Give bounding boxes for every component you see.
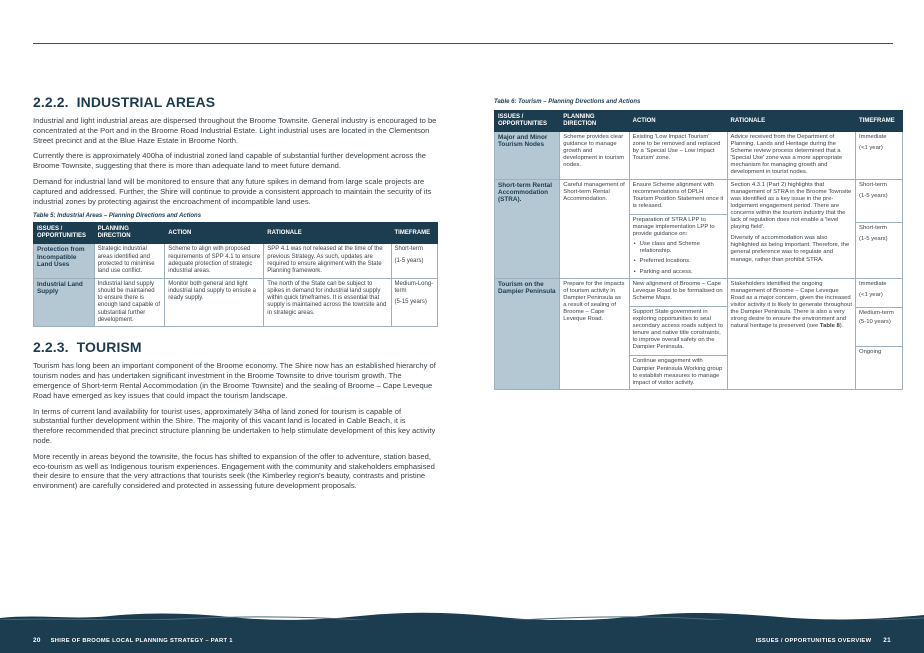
- timeframe-cell: Immediate (<1 year) Medium-term (5-10 years) Ongoing: [856, 278, 903, 389]
- table-header-row: [495, 111, 903, 132]
- list-item: • Preferred locations.: [633, 258, 724, 265]
- left-page: [33, 94, 438, 491]
- column-header: ACTION: [629, 111, 727, 132]
- table-row: [495, 132, 903, 180]
- action-cell: Monitor both general and light industrial land supply to ensure a ready supply.: [165, 278, 264, 327]
- issue-cell: Tourism on the Dampier Peninsula: [495, 278, 560, 389]
- timeframe-cell: Short-term (1-5 years) Short-term (1-5 years): [856, 179, 903, 278]
- column-header: PLANNING DIRECTION: [94, 223, 165, 244]
- column-header: TIMEFRAME: [391, 223, 438, 244]
- rationale-cell: Section 4.3.1 (Part 2) highlights that management of STRA in the Broome Townsite was identified as a key issue in the pre-lodgement engagement period. There are concerns within the tourism industry that the lack of regulation does not enable a 'level playing field'. Diversity of accommodation was also highlighted as being important. Therefore, the general preference was to regulate and manage, rather than prohibit STRA.: [727, 179, 856, 278]
- issue-cell: Major and Minor Tourism Nodes: [495, 132, 560, 180]
- right-page: [494, 99, 903, 390]
- timeframe-cell: Medium-Long-term (5-15 years): [391, 278, 438, 327]
- column-header: RATIONALE: [264, 223, 391, 244]
- issue-cell: Protection from Incompatible Land Uses: [34, 244, 95, 278]
- industrial-paragraph: Demand for industrial land will be monitored to ensure that any future spikes in demand from large scale projects are captured and addressed. Further, the Shire will continue to provide a consistent approach to maintain the security of its industrial zones by protecting against the encroachment of incompatible land uses.: [33, 176, 432, 206]
- issue-cell: Industrial Land Supply: [34, 278, 95, 327]
- column-header: TIMEFRAME: [856, 111, 903, 132]
- list-item: • Parking and access.: [633, 269, 724, 276]
- footer-right: [756, 637, 891, 644]
- section-title: ISSUES / OPPORTUNITIES OVERVIEW: [755, 638, 872, 644]
- table-header-row: [34, 223, 438, 244]
- industrial-paragraph: Industrial and light industrial areas are dispersed throughout the Broome Townsite. General industry is encouraged to be concentrated at the Port and in the Broome Road Industrial Estate. Light industrial uses are located in the Clementson Street precinct and at the Blue Haze Estate in Broome North.: [33, 116, 437, 145]
- rationale-cell: Stakeholders identified the ongoing management of Broome – Cape Leveque Road as a major concern, given the increased visitor activity it is likely to generate throughout the Dampier Peninsula. There is also a very strong desire to ensure the environment and natural heritage is preserved (see Table 8).: [727, 278, 856, 389]
- page-number: 21: [883, 637, 891, 644]
- direction-cell: Strategic industrial areas identified and protected to minimise land use conflict.: [94, 244, 165, 278]
- table-reference: Table 8: [819, 323, 840, 330]
- column-header: ACTION: [165, 223, 264, 244]
- action-cell: Scheme to align with proposed requirements of SPP 4.1 to ensure adequate protection of strategic industrial areas.: [165, 244, 264, 278]
- direction-cell: Careful management of Short-term Rental Accommodation.: [560, 179, 629, 278]
- timeframe-cell: Short-term (1-5 years): [391, 244, 438, 278]
- rationale-cell: The north of the State can be subject to spikes in demand for industrial land supply within quick timeframes. It is essential that supply is maintained across the townsite and in strategic areas.: [264, 278, 391, 327]
- footer-left: [33, 637, 233, 644]
- tourism-paragraph: More recently in areas beyond the townsite, the focus has shifted to expansion of the offer to adventure, station based, eco-tourism as well as Indigenous tourism experiences. Engagement with the community and stakeholders emphasised their desire to ensure that the very attractions that tourists seek (the Kimberley region's beauty, contrasts and pristine environment) are carefully considered and protected in assessing future development proposals.: [33, 451, 435, 491]
- table-row: [34, 244, 438, 278]
- table-row: [495, 278, 903, 389]
- page-number: 20: [33, 637, 41, 644]
- column-header: PLANNING DIRECTION: [560, 111, 629, 132]
- direction-cell: Prepare for the impacts of tourism activity in Dampier Peninsula as a result of sealing of Broome – Cape Leveque Road.: [560, 278, 629, 389]
- table-row: [34, 278, 438, 327]
- tourism-paragraph: In terms of current land availability for tourist uses, approximately 34ha of land zoned for tourism is capable of substantial further development within the Shire. The majority of this vacant land is located in Cable Beach, it is therefore recommended that precinct structure planning be undertaken to help stimulate development of this key activity node.: [33, 406, 436, 445]
- table5-caption: Table 5: Industrial Areas – Planning Directions and Actions: [33, 213, 202, 220]
- rationale-cell: SPP 4.1 was not released at the time of the previous Strategy. As such, updates are required to ensure alignment with the State Planning framework.: [264, 244, 391, 278]
- tourism-heading: 2.2.3. TOURISM: [33, 339, 142, 356]
- column-header: ISSUES / OPPORTUNITIES: [34, 223, 95, 244]
- tourism-paragraph: Tourism has long been an important component of the Broome economy. The Shire now has an established hierarchy of tourism nodes and has undertaken significant investment in the Broome Townsite to drive tourism growth. The emergence of Short-term Rental Accommodation (in the Broome Townsite) and the sealing of Broome – Cape Leveque Road have emerged as key issues that could impact the tourism landscape.: [33, 361, 436, 400]
- issue-cell: Short-term Rental Accommodation (STRA).: [495, 179, 560, 278]
- direction-cell: Scheme provides clear guidance to manage growth and development in tourism nodes.: [560, 132, 629, 180]
- action-cell: New alignment of Broome – Cape Leveque Road to be formalised on Scheme Maps. Support State government in exploring opportunities to seal secondary access roads subject to tenure and native title constraints, to improve overall safety on the Dampier Peninsula. Continue engagement with Dampier Peninsula Working group to establish measures to manage impact of visitor activity.: [629, 278, 727, 389]
- top-rule: [33, 43, 893, 44]
- table6-caption: Table 6: Tourism – Planning Directions and Actions: [494, 99, 641, 105]
- direction-cell: Industrial land supply should be maintained to ensure there is enough land capable of substantial further development.: [94, 278, 165, 327]
- column-header: ISSUES / OPPORTUNITIES: [495, 111, 560, 132]
- industrial-table: [33, 222, 438, 327]
- timeframe-cell: Immediate (<1 year): [856, 132, 903, 180]
- document-title: SHIRE OF BROOME LOCAL PLANNING STRATEGY – PART 1: [50, 638, 233, 644]
- industrial-paragraph: Currently there is approximately 400ha of industrial zoned land capable of substantial further development across the Broome Townsite, suggesting that there is more than adequate land to meet future demand.: [33, 151, 426, 171]
- bullet-list: [633, 241, 724, 275]
- tourism-table: [494, 110, 903, 390]
- rationale-cell: Advice received from the Department of Planning, Lands and Heritage during the Scheme review process determined that a 'Special Use' zone was a more appropriate mechanism for managing growth and development in tourist nodes.: [727, 132, 856, 180]
- list-item: • Use class and Scheme relationship.: [633, 241, 724, 255]
- column-header: RATIONALE: [727, 111, 856, 132]
- action-cell: Ensure Scheme alignment with recommendations of DPLH Tourism Position Statement once it is released. Preparation of STRA LPP to manage implementation LPP to provide guidance on: • Use class and Scheme relationship. • Preferred locations. • Parking and access.: [629, 179, 727, 278]
- industrial-heading: 2.2.2. INDUSTRIAL AREAS: [33, 94, 216, 110]
- action-cell: Existing 'Low Impact Tourism' zone to be removed and replaced by a 'Special Use – Low Impact Tourism' zone.: [629, 132, 727, 180]
- table-row: [495, 179, 903, 278]
